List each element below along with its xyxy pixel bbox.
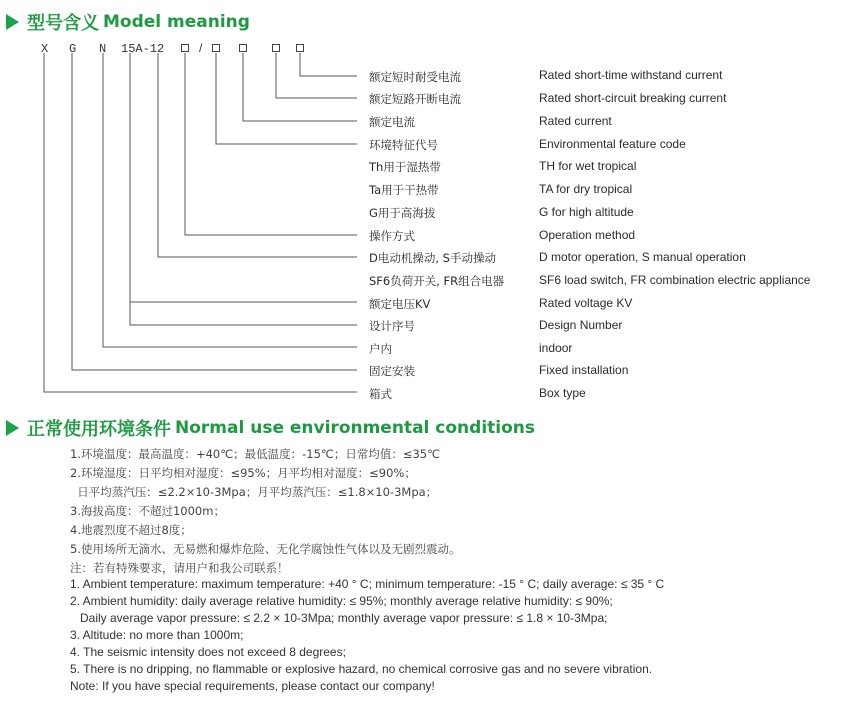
- item-cn-10: SF6负荷开关, FR组合电器: [369, 274, 505, 288]
- leader-sf6: [158, 53, 357, 257]
- condition-en-3: Daily average vapor pressure: ≤ 2.2 × 10-3Mpa; monthly average vapor pressure: ≤ 1.8 × 10-3Mpa;: [70, 611, 608, 625]
- item-en-3: Rated current: [539, 114, 612, 128]
- item-cn-5: Th用于湿热带: [369, 160, 441, 174]
- section-title-en: Model meaning: [103, 12, 250, 32]
- item-en-4: Environmental feature code: [539, 137, 686, 151]
- code-char-n: N: [99, 42, 107, 56]
- leader-fixed: [72, 53, 357, 370]
- item-cn-13: 户内: [369, 342, 392, 356]
- condition-cn-5: 4.地震烈度不超过8度；: [70, 523, 192, 537]
- code-design-number: 15A-12: [121, 42, 165, 56]
- condition-en-5: 4. The seismic intensity does not exceed 8 degrees;: [70, 645, 346, 659]
- condition-cn-1: 1.环境温度：最高温度：+40℃；最低温度：-15℃；日常均值：≤35℃: [70, 447, 441, 461]
- item-cn-14: 固定安装: [369, 364, 415, 378]
- item-cn-12: 设计序号: [369, 319, 415, 333]
- condition-cn-4: 3.海拔高度：不超过1000m；: [70, 504, 225, 518]
- item-cn-2: 额定短路开断电流: [369, 92, 461, 106]
- item-cn-7: G用于高海拔: [369, 206, 436, 220]
- item-cn-11: 额定电压KV: [369, 297, 431, 311]
- item-en-8: Operation method: [539, 228, 636, 242]
- condition-cn-note: 注：若有特殊要求，请用户和我公司联系！: [70, 561, 289, 575]
- condition-en-2: 2. Ambient humidity: daily average relative humidity: ≤ 95%; monthly average relative humidity: ≤ 90%;: [70, 594, 613, 608]
- section-title-cn: 型号含义: [27, 13, 99, 34]
- leader-box: [44, 53, 357, 392]
- condition-cn-6: 5.使用场所无滴水、无易燃和爆炸危险、无化学腐蚀性气体以及无剧烈震动。: [70, 542, 461, 556]
- triangle-bullet-icon: [6, 420, 19, 436]
- item-cn-3: 额定电流: [369, 115, 415, 129]
- item-cn-1: 额定短时耐受电流: [369, 70, 461, 84]
- item-cn-6: Ta用于干热带: [369, 183, 439, 197]
- section-title-en: Normal use environmental conditions: [175, 418, 535, 438]
- item-en-14: Fixed installation: [539, 363, 629, 377]
- condition-cn-3: 日平均蒸汽压：≤2.2×10-3Mpa；月平均蒸汽压：≤1.8×10-3Mpa；: [70, 485, 438, 499]
- item-en-2: Rated short-circuit breaking current: [539, 91, 727, 105]
- item-cn-9: D电动机操动, S手动操动: [369, 251, 496, 265]
- condition-en-1: 1. Ambient temperature: maximum temperature: +40 ° C; minimum temperature: -15 ° C; daily average: ≤ 35 ° C: [70, 577, 665, 591]
- code-slash: /: [199, 41, 203, 55]
- item-en-9: D motor operation, S manual operation: [539, 250, 746, 264]
- item-en-6: TA for dry tropical: [539, 182, 633, 196]
- leader-indoor: [103, 53, 357, 347]
- item-en-10: SF6 load switch, FR combination electric appliance: [539, 273, 811, 287]
- item-en-5: TH for wet tropical: [539, 159, 637, 173]
- item-cn-8: 操作方式: [369, 229, 415, 243]
- item-en-1: Rated short-time withstand current: [539, 68, 723, 82]
- item-cn-4: 环境特征代号: [369, 138, 438, 152]
- leader-withstand: [300, 53, 357, 76]
- code-char-x: X: [41, 42, 49, 56]
- condition-en-4: 3. Altitude: no more than 1000m;: [70, 628, 244, 642]
- item-en-12: Design Number: [539, 318, 623, 332]
- item-en-11: Rated voltage KV: [539, 296, 633, 310]
- section-title-cn: 正常使用环境条件: [27, 419, 171, 440]
- item-cn-15: 箱式: [369, 387, 392, 401]
- condition-cn-2: 2.环境湿度：日平均相对湿度：≤95%；月平均相对湿度：≤90%；: [70, 466, 416, 480]
- item-en-13: indoor: [539, 341, 573, 355]
- item-en-15: Box type: [539, 386, 586, 400]
- code-char-g: G: [69, 42, 77, 56]
- item-en-7: G for high altitude: [539, 205, 634, 219]
- condition-en-6: 5. There is no dripping, no flammable or explosive hazard, no chemical corrosive gas and no severe vibration.: [70, 662, 653, 676]
- section-heading-conditions: [6, 415, 535, 441]
- condition-en-note: Note: If you have special requirements, please contact our company!: [70, 679, 435, 693]
